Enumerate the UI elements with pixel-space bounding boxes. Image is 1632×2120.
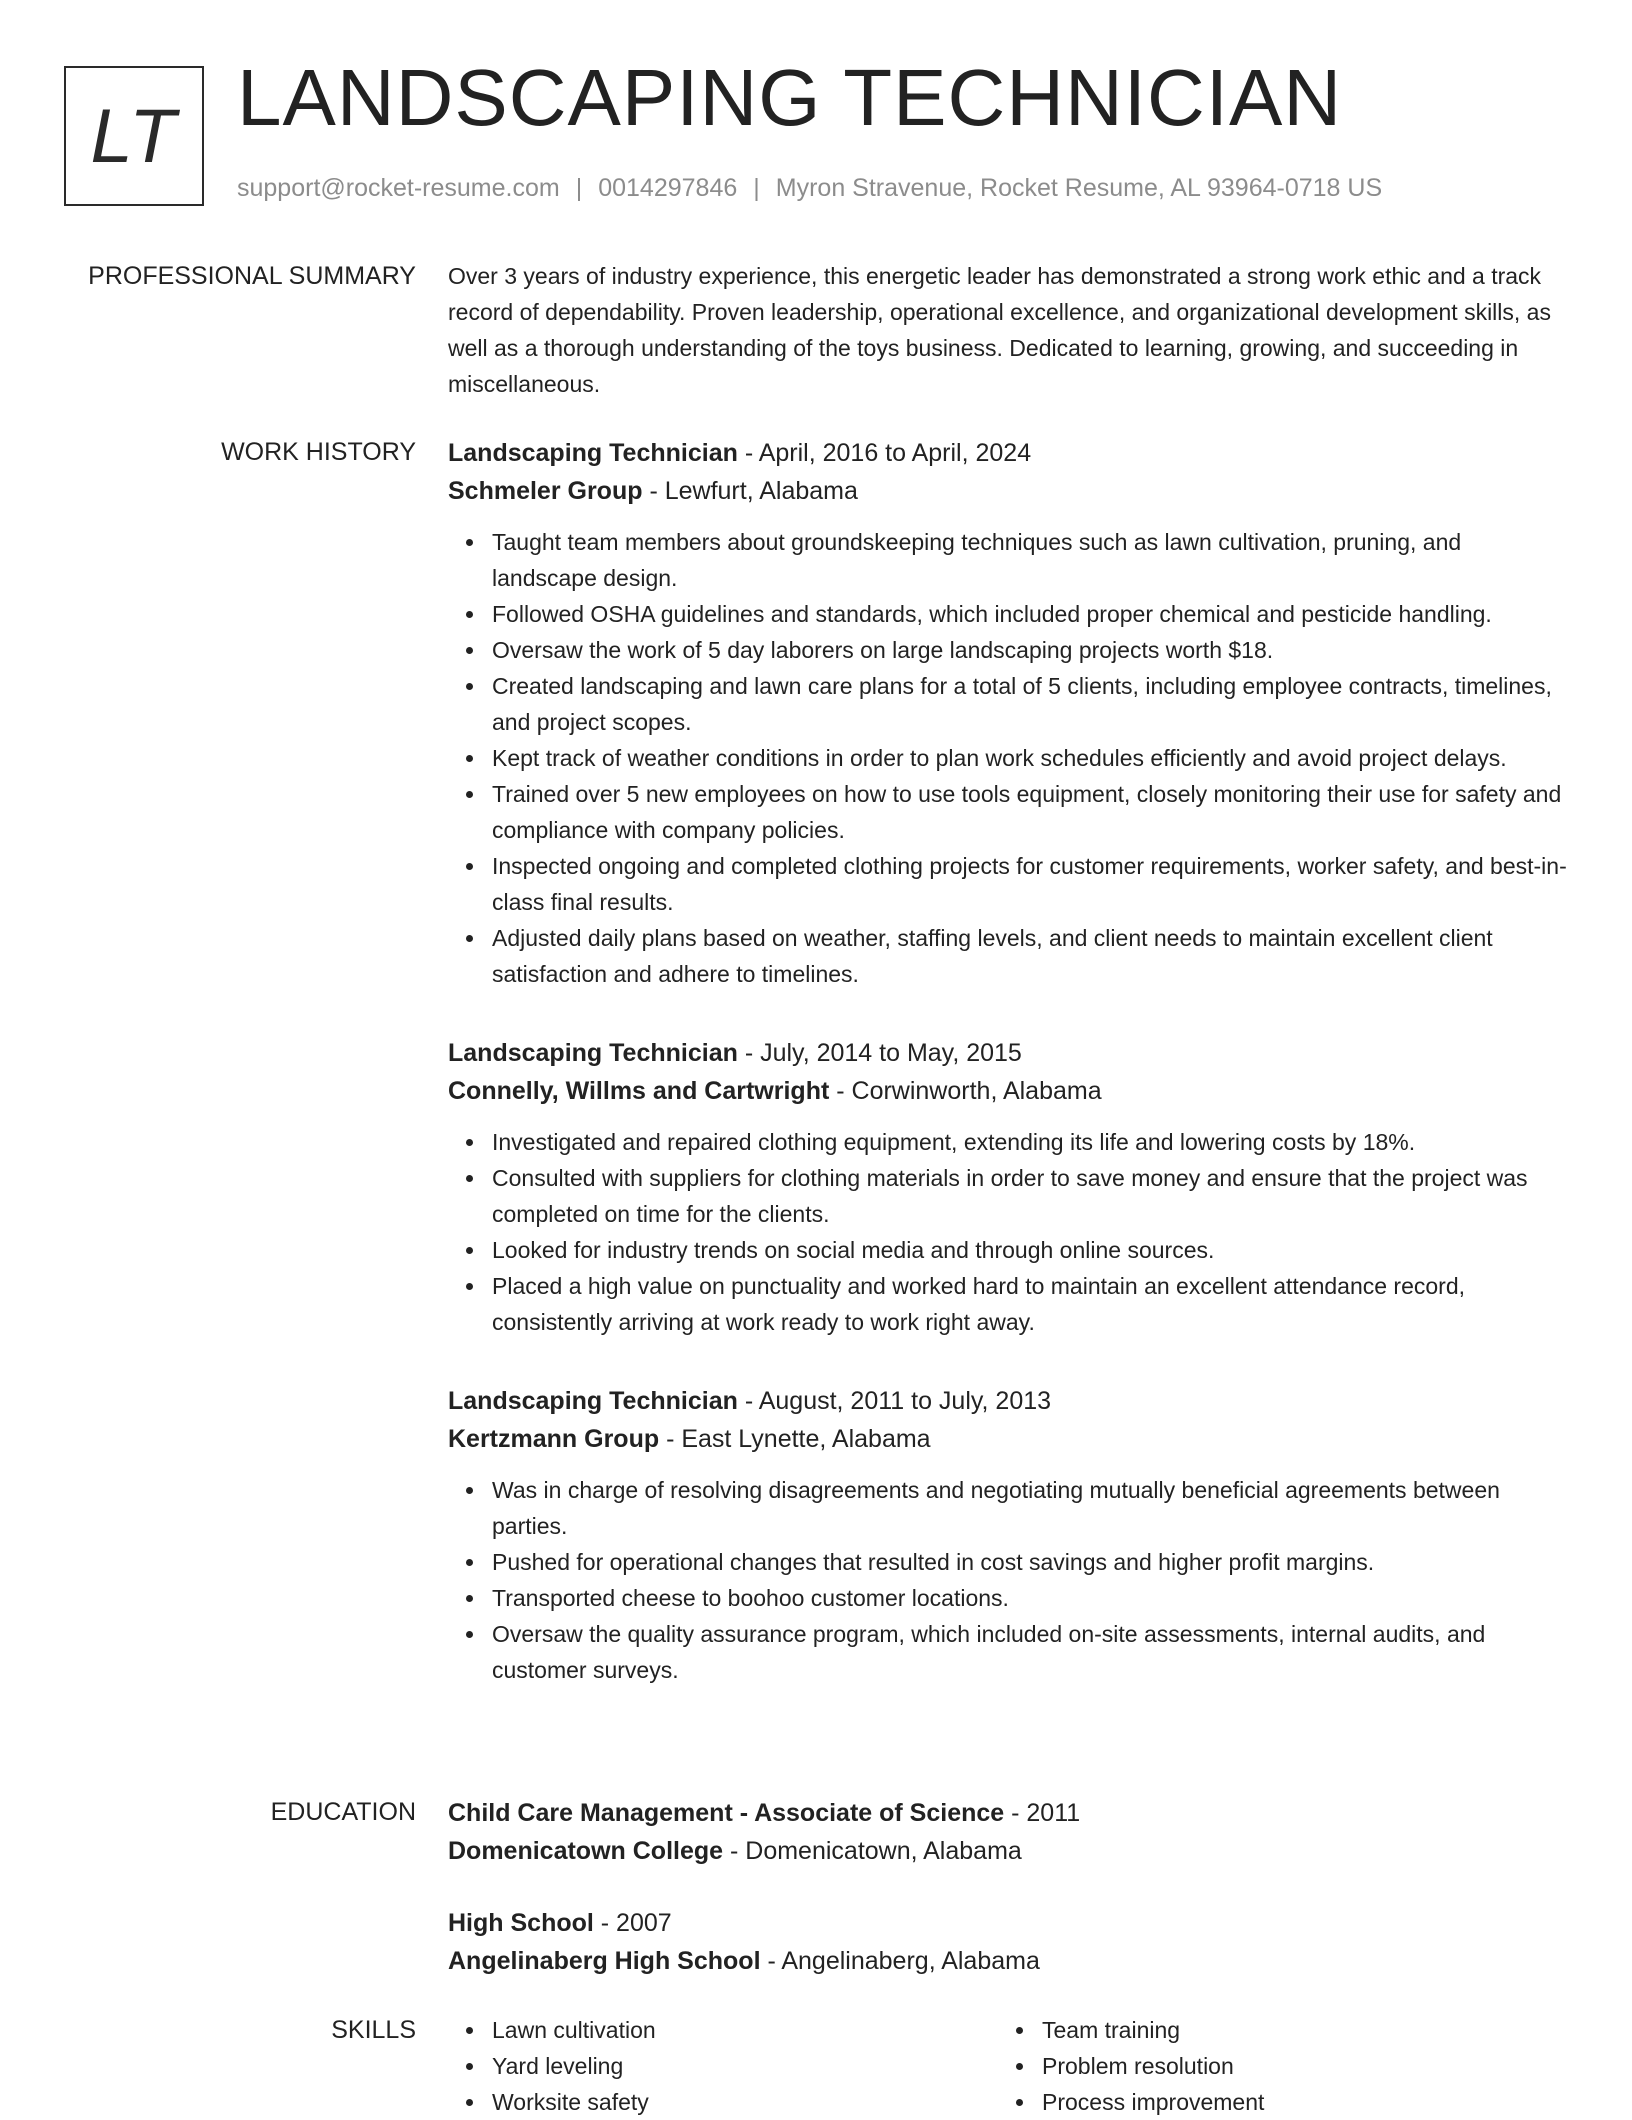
list-item: Oversaw the quality assurance program, which included on-site assessments, internal audits, and customer surveys. (492, 1616, 1568, 1688)
list-item: Transported cheese to boohoo customer locations. (492, 1580, 1568, 1616)
job-title-line (448, 1034, 1568, 1072)
list-item: Problem resolution (1042, 2048, 1548, 2084)
education-location: - Domenicatown, Alabama (723, 1837, 1022, 1865)
job-company-line (448, 472, 1568, 510)
education-school: Angelinaberg High School (448, 1947, 761, 1975)
education-year: - 2011 (1004, 1799, 1081, 1827)
contact-separator: | (575, 174, 583, 202)
list-item: Kept track of weather conditions in order to plan work schedules efficiently and avoid project delays. (492, 740, 1568, 776)
job-dates: - April, 2016 to April, 2024 (737, 439, 1032, 467)
resume-title: LANDSCAPING TECHNICIAN (237, 53, 1343, 142)
monogram-text: LT (90, 93, 178, 179)
list-item: Oversaw the work of 5 day laborers on large landscaping projects worth $18. (492, 632, 1568, 668)
education-degree: High School (448, 1909, 594, 1937)
skills-list (998, 2012, 1548, 2120)
list-item: Team training (1042, 2012, 1548, 2048)
education-degree-line (448, 1794, 1568, 1832)
summary-body (448, 258, 1568, 402)
job-bullets (448, 524, 1568, 992)
job-company: Connelly, Willms and Cartwright (448, 1077, 830, 1105)
list-item: Created landscaping and lawn care plans for a total of 5 clients, including employee contracts, timelines, and project scopes. (492, 668, 1568, 740)
contact-email[interactable]: support@rocket-resume.com (237, 174, 560, 202)
job-title: Landscaping Technician (448, 1039, 738, 1067)
job-dates: - July, 2014 to May, 2015 (737, 1039, 1022, 1067)
list-item: Was in charge of resolving disagreements and negotiating mutually beneficial agreements between parties. (492, 1472, 1568, 1544)
job-company-line (448, 1072, 1568, 1110)
list-item: Pushed for operational changes that resulted in cost savings and higher profit margins. (492, 1544, 1568, 1580)
job-location: - East Lynette, Alabama (659, 1425, 931, 1453)
contact-line (237, 174, 1382, 203)
job-title-line (448, 434, 1568, 472)
job-company: Kertzmann Group (448, 1425, 660, 1453)
skills-column-right (998, 2012, 1548, 2120)
job-entry (448, 1382, 1568, 1688)
job-title: Landscaping Technician (448, 1387, 738, 1415)
education-school-line (448, 1942, 1568, 1980)
list-item: Worksite safety (492, 2084, 998, 2120)
summary-text: Over 3 years of industry experience, this energetic leader has demonstrated a strong work ethic and a track record of dependability. Proven leadership, operational excellence, and organizational development skills, as well as a thorough understanding of the toys business. Dedicated to learning, growing, and succeeding in miscellaneous. (448, 263, 1551, 397)
education-degree-line (448, 1904, 1568, 1942)
skills-grid (448, 2012, 1568, 2120)
list-item: Consulted with suppliers for clothing materials in order to save money and ensure that the project was completed on time for the clients. (492, 1160, 1568, 1232)
education-degree: Child Care Management - Associate of Science (448, 1799, 1005, 1827)
list-item: Placed a high value on punctuality and worked hard to maintain an excellent attendance record, consistently arriving at work ready to work right away. (492, 1268, 1568, 1340)
job-entry (448, 434, 1568, 992)
job-bullets (448, 1124, 1568, 1340)
section-label-summary: PROFESSIONAL SUMMARY (88, 262, 416, 290)
job-company-line (448, 1420, 1568, 1458)
list-item: Trained over 5 new employees on how to use tools equipment, closely monitoring their use for safety and compliance with company policies. (492, 776, 1568, 848)
skills-body (448, 2012, 1568, 2120)
skills-column-left (448, 2012, 998, 2120)
contact-phone[interactable]: 0014297846 (598, 174, 738, 202)
job-entry (448, 1034, 1568, 1340)
list-item: Process improvement (1042, 2084, 1548, 2120)
list-item: Looked for industry trends on social media and through online sources. (492, 1232, 1568, 1268)
education-year: - 2007 (593, 1909, 672, 1937)
education-entry (448, 1794, 1568, 1870)
monogram-logo (64, 66, 204, 206)
job-company: Schmeler Group (448, 477, 643, 505)
job-title-line (448, 1382, 1568, 1420)
list-item: Investigated and repaired clothing equipment, extending its life and lowering costs by 18%. (492, 1124, 1568, 1160)
job-location: - Lewfurt, Alabama (642, 477, 858, 505)
section-label-work-history: WORK HISTORY (221, 438, 416, 466)
education-school: Domenicatown College (448, 1837, 724, 1865)
section-label-education: EDUCATION (270, 1798, 416, 1826)
job-bullets (448, 1472, 1568, 1688)
education-location: - Angelinaberg, Alabama (760, 1947, 1040, 1975)
contact-separator: | (753, 174, 760, 202)
education-school-line (448, 1832, 1568, 1870)
job-location: - Corwinworth, Alabama (829, 1077, 1102, 1105)
skills-list (448, 2012, 998, 2120)
education-body (448, 1794, 1568, 2014)
list-item: Inspected ongoing and completed clothing projects for customer requirements, worker safety, and best-in-class final results. (492, 848, 1568, 920)
list-item: Taught team members about groundskeeping techniques such as lawn cultivation, pruning, and landscape design. (492, 524, 1568, 596)
section-label-skills: SKILLS (331, 2016, 416, 2044)
job-dates: - August, 2011 to July, 2013 (737, 1387, 1052, 1415)
list-item: Adjusted daily plans based on weather, staffing levels, and client needs to maintain excellent client satisfaction and adhere to timelines. (492, 920, 1568, 992)
list-item: Lawn cultivation (492, 2012, 998, 2048)
list-item: Followed OSHA guidelines and standards, which included proper chemical and pesticide handling. (492, 596, 1568, 632)
work-history-body (448, 434, 1568, 1730)
job-title: Landscaping Technician (448, 439, 738, 467)
education-entry (448, 1904, 1568, 1980)
contact-address: Myron Stravenue, Rocket Resume, AL 93964-0718 US (775, 174, 1383, 202)
list-item: Yard leveling (492, 2048, 998, 2084)
